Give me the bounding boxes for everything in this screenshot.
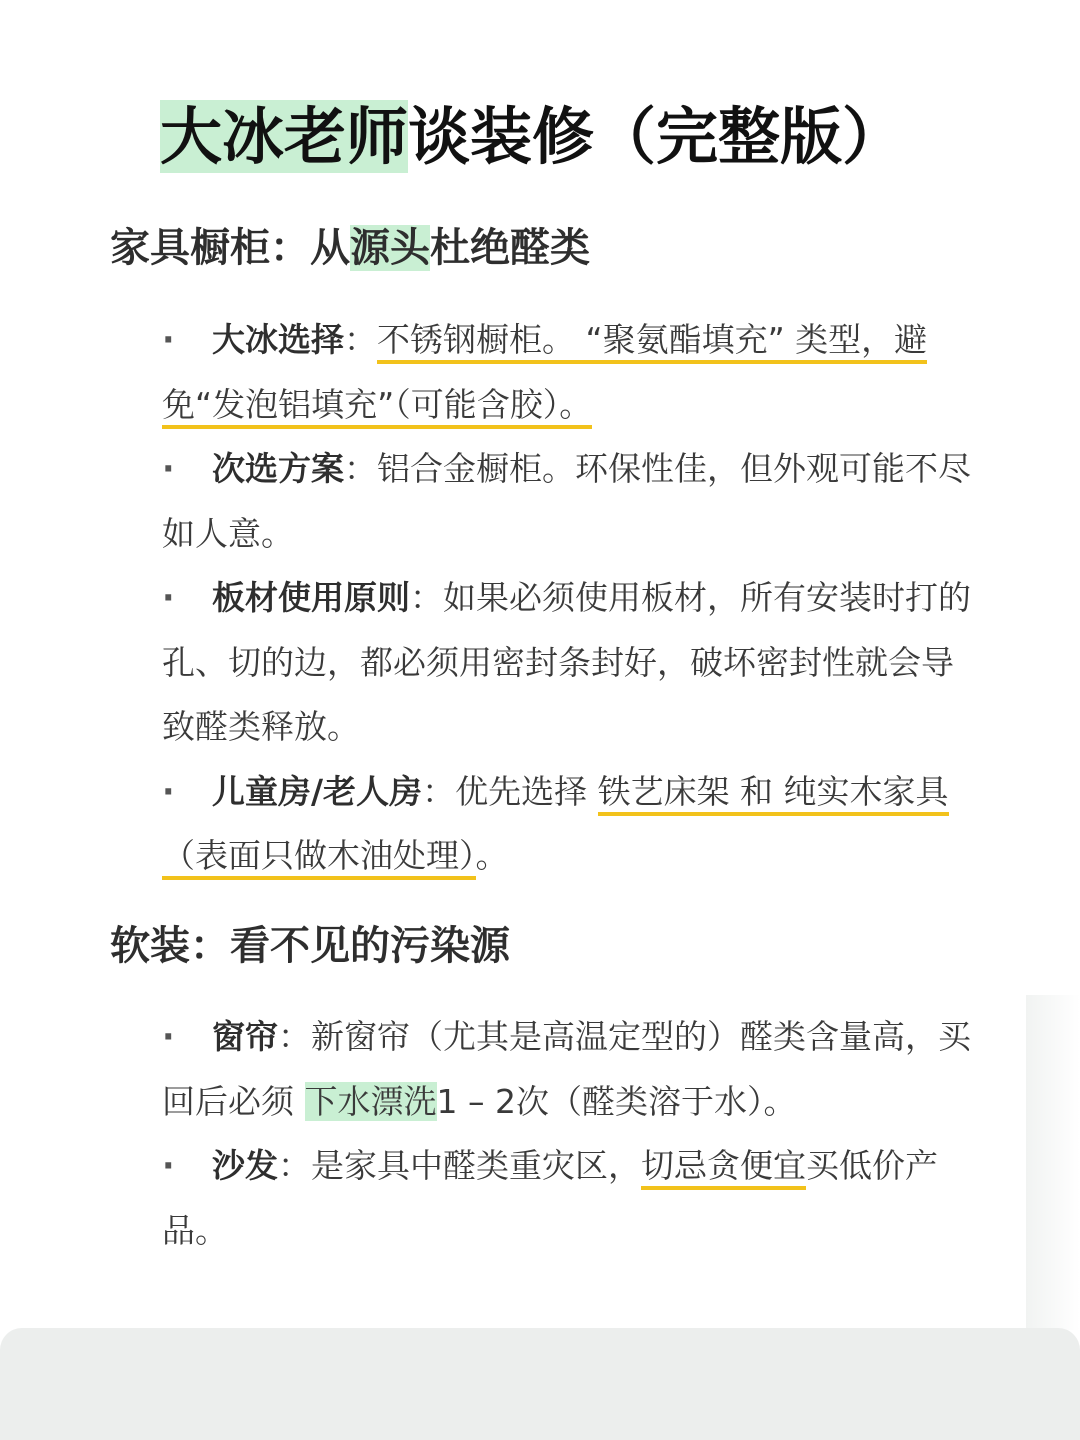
item-text: 优先选择 <box>455 771 598 811</box>
underlined-text: 切忌贪便宜 <box>641 1146 806 1190</box>
list-item <box>162 1134 972 1263</box>
edge-shadow <box>1026 995 1080 1330</box>
item-colon: ： <box>344 449 377 488</box>
highlighted-text: 下水漂洗 <box>304 1081 437 1121</box>
item-term: 次选方案 <box>212 449 344 488</box>
heading-highlight: 源头 <box>350 225 430 271</box>
title-rest: 谈装修（完整版） <box>408 100 905 173</box>
item-text: 是家具中醛类重灾区， <box>311 1146 641 1185</box>
heading-part: 家具橱柜：从 <box>110 225 350 271</box>
item-colon: ： <box>278 1017 311 1056</box>
item-text: 买低价产品。 <box>162 1146 938 1250</box>
underlined-text: 铁艺床架 和 纯实木家具（表面只做木油处理） <box>162 772 949 881</box>
item-colon: ： <box>422 771 456 811</box>
section-heading-furniture <box>110 216 590 280</box>
bullet-icon: · <box>162 578 175 617</box>
item-term: 窗帘 <box>212 1017 278 1056</box>
item-term: 儿童房/老人房 <box>212 771 423 811</box>
underlined-text: 不锈钢橱柜。 “聚氨酯填充” 类型，避免“发泡铝填充”（可能含胶）。 <box>162 320 927 429</box>
bullet-icon: · <box>162 771 175 811</box>
bullet-icon: · <box>162 320 175 359</box>
item-term: 板材使用原则 <box>212 578 410 617</box>
item-term: 沙发 <box>212 1146 278 1185</box>
heading-part: 杜绝醛类 <box>430 225 590 271</box>
furniture-list <box>162 308 972 889</box>
footer-bar <box>0 1328 1080 1440</box>
list-item <box>162 566 972 760</box>
item-term: 大冰选择 <box>212 320 344 359</box>
soft-furnishing-list <box>162 1005 972 1263</box>
section-heading-soft-furnishing: 软装：看不见的污染源 <box>110 923 510 969</box>
item-text: 1 – 2次（醛类溶于水）。 <box>436 1081 797 1121</box>
item-text: 新窗帘（尤其是高温定型的）醛类含量高，买回后必须 <box>162 1017 971 1121</box>
list-item <box>162 308 972 437</box>
item-colon: ： <box>278 1146 311 1185</box>
list-item <box>162 437 972 566</box>
title-highlight: 大冰老师 <box>160 100 409 173</box>
item-text: 如果必须使用板材，所有安装时打的孔、切的边，都必须用密封条封好，破坏密封性就会导致醛类释放。 <box>162 578 971 746</box>
page-title <box>160 92 920 182</box>
list-item <box>162 760 972 889</box>
list-item <box>162 1005 972 1134</box>
item-colon: ： <box>344 320 377 359</box>
bullet-icon: · <box>162 1146 175 1185</box>
item-text: 铝合金橱柜。环保性佳，但外观可能不尽如人意。 <box>162 449 971 553</box>
item-colon: ： <box>410 578 443 617</box>
bullet-icon: · <box>162 1017 175 1056</box>
bullet-icon: · <box>162 449 175 488</box>
item-text: 。 <box>475 836 509 875</box>
